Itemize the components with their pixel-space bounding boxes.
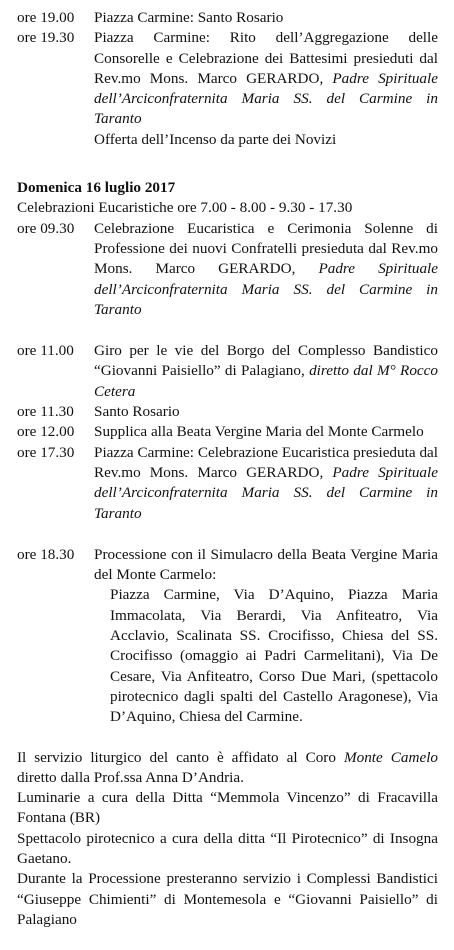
procession-route: Piazza Carmine, Via D’Aquino, Piazza Maria Immacolata, Via Berardi, Via Anfiteatro, Via Acclavio, Scalinata SS. Crocifisso, Chiesa del SS. Crocifisso (omaggio ai Padri Carmelitani), Via De Cesare, Via Anfiteatro, Corso Due Mari, (spettacolo pirotecnico dagli spalti del Castello Aragonese), Via D’Aquino, Chiesa del Carmine. xyxy=(110,586,438,726)
entry-text xyxy=(94,341,438,402)
entry-text-main: Giro per le vie del Borgo del Complesso Bandistico “Giovanni Paisiello” di Palagiano, xyxy=(94,342,438,380)
entry-time: ore 11.30 xyxy=(17,403,74,421)
entry-text-italic: Padre Spirituale dell’Arciconfraternita Maria SS. del Carmine in Taranto xyxy=(94,260,438,318)
schedule-entry xyxy=(17,219,438,320)
schedule-entry xyxy=(17,422,438,442)
note-choir-director: diretto dalla Prof.ssa Anna D’Andria. xyxy=(17,768,244,786)
entry-text-main: Piazza Carmine: Celebrazione Eucaristica presieduta dal Rev.mo Mons. Marco GERARDO, xyxy=(94,443,438,481)
schedule-entry xyxy=(17,545,438,728)
spacer xyxy=(17,524,438,545)
note-choir xyxy=(17,748,438,789)
note-fireworks: Spettacolo pirotecnico a cura della ditta “Il Pirotecnico” di Insogna Gaetano. xyxy=(17,829,438,867)
entry-text-italic: Padre Spirituale dell’Arciconfraternita Maria SS. del Carmine in Taranto xyxy=(94,69,438,128)
entry-text xyxy=(94,28,438,150)
entry-text-italic: diretto dal M° Rocco Cetera xyxy=(94,362,438,400)
entry-text: Supplica alla Beata Vergine Maria del Monte Carmelo xyxy=(94,423,424,441)
entry-time: ore 11.00 xyxy=(17,342,74,360)
entry-time: ore 19.30 xyxy=(17,29,75,47)
entry-time: ore 12.00 xyxy=(17,423,75,441)
entry-time: ore 09.30 xyxy=(17,219,75,237)
schedule-entry xyxy=(17,443,438,524)
entry-text-main: Celebrazione Eucaristica e Cerimonia Solenne di Professione dei nuovi Confratelli presieduta dal Rev.mo Mons. Marco GERARDO, xyxy=(94,219,438,278)
note-bands: Durante la Processione presteranno servizio i Complessi Bandistici “Giuseppe Chimienti” di Montemesola e “Giovanni Paisiello” di Palagiano xyxy=(17,870,438,928)
entry-text-extra: Offerta dell’Incenso da parte dei Novizi xyxy=(94,130,337,148)
entry-text xyxy=(94,443,438,524)
schedule-entry xyxy=(17,28,438,150)
entry-text-main: Processione con il Simulacro della Beata Vergine Maria del Monte Carmelo: xyxy=(94,545,438,584)
spacer xyxy=(17,320,438,341)
schedule-entry xyxy=(17,8,438,28)
schedule-entry xyxy=(17,341,438,402)
celebrations-intro: Celebrazioni Eucaristiche ore 7.00 - 8.00 - 9.30 - 17.30 xyxy=(17,199,353,217)
entry-text: Santo Rosario xyxy=(94,403,180,421)
note-choir-name: Monte Camelo xyxy=(343,748,439,766)
day-heading: Domenica 16 luglio 2017 xyxy=(17,179,176,197)
entry-text-italic: Padre Spirituale dell’Arciconfraternita Maria SS. del Carmine in Taranto xyxy=(94,463,438,522)
entry-time: ore 17.30 xyxy=(17,443,75,461)
entry-text-main: Piazza Carmine: Rito dell’Aggregazione delle Consorelle e Celebrazione dei Battesimi presieduti dal Rev.mo Mons. Marco GERARDO, xyxy=(94,29,438,87)
spacer xyxy=(17,728,438,748)
entry-text xyxy=(94,219,438,320)
entry-time: ore 19.00 xyxy=(17,9,75,26)
entry-text: Piazza Carmine: Santo Rosario xyxy=(94,9,284,26)
note-choir-text: Il servizio liturgico del canto è affidato al Coro xyxy=(17,748,336,766)
note-lights: Luminarie a cura della Ditta “Memmola Vincenzo” di Fracavilla Fontana (BR) xyxy=(17,789,438,827)
schedule-entry xyxy=(17,402,438,422)
entry-time: ore 18.30 xyxy=(17,545,75,563)
entry-text xyxy=(94,545,438,728)
